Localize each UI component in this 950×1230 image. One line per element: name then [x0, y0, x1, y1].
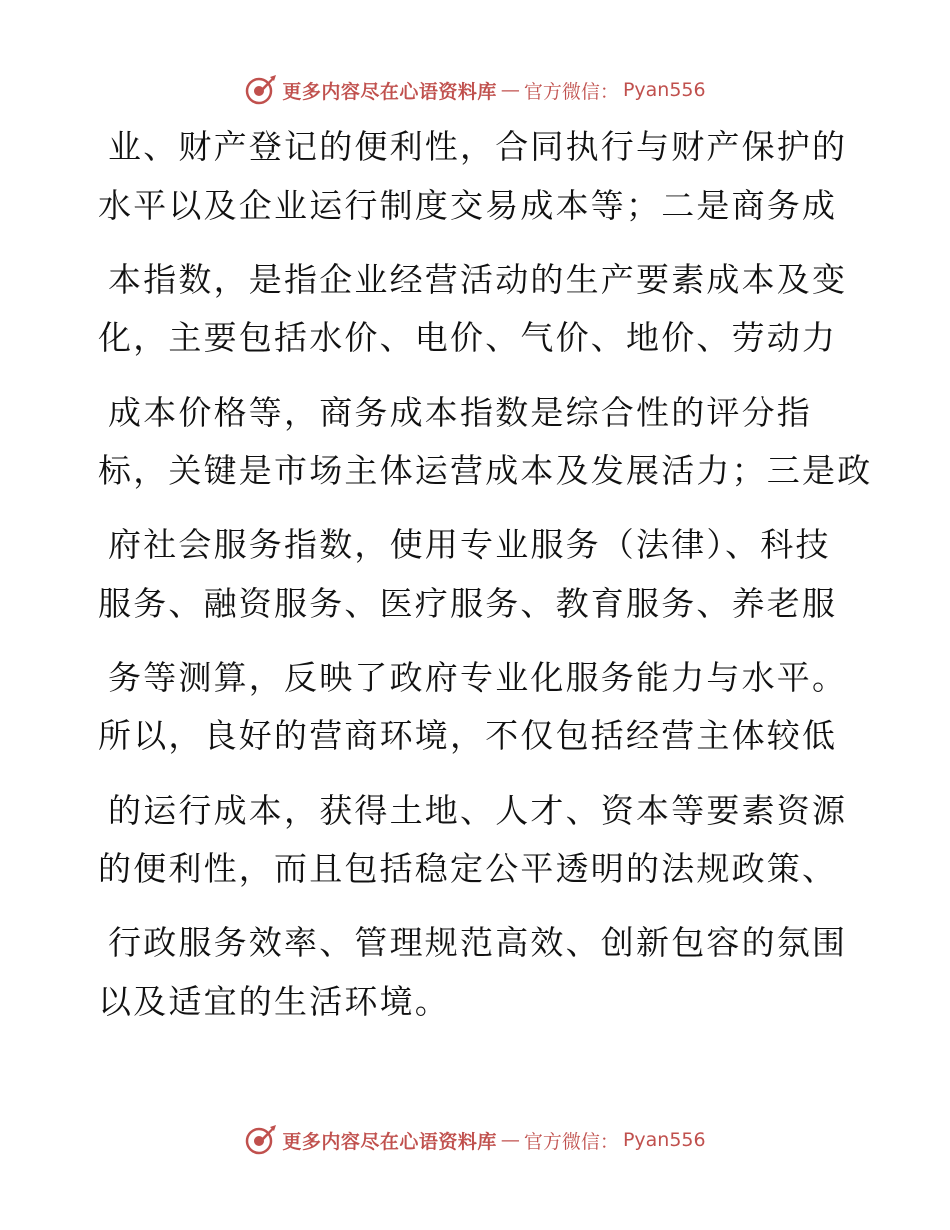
- body-line: 化，主要包括水价、电价、气价、地价、劳动力: [98, 318, 838, 357]
- body-line: 水平以及企业运行制度交易成本等；二是商务成: [98, 186, 838, 225]
- quill-pen-circle-icon: [244, 1123, 278, 1157]
- body-line: 本指数，是指企业经营活动的生产要素成本及变: [108, 260, 848, 299]
- body-line: 府社会服务指数，使用专业服务（法律）、科技: [108, 525, 831, 564]
- body-line: 以及适宜的生活环境。: [98, 982, 450, 1021]
- body-line: 业、财产登记的便利性，合同执行与财产保护的: [108, 127, 848, 166]
- body-line: 行政服务效率、管理规范高效、创新包容的氛围: [108, 923, 848, 962]
- body-line: 标，关键是市场主体运营成本及发展活力；三是政: [98, 451, 873, 490]
- watermark-separator: —: [500, 1129, 520, 1151]
- watermark-official-label: 官方微信：: [523, 1130, 619, 1153]
- body-line: 务等测算，反映了政府专业化服务能力与水平。: [108, 658, 848, 697]
- watermark-main-text: 更多内容尽在心语资料库: [282, 80, 497, 103]
- body-line: 的运行成本，获得土地、人才、资本等要素资源: [108, 791, 848, 830]
- body-line: 成本价格等，商务成本指数是综合性的评分指: [108, 393, 812, 432]
- body-line: 的便利性，而且包括稳定公平透明的法规政策、: [98, 849, 838, 888]
- watermark-separator: —: [500, 79, 520, 101]
- body-line: 服务、融资服务、医疗服务、教育服务、养老服: [98, 584, 838, 623]
- footer-watermark: [0, 1120, 950, 1160]
- watermark-official-label: 官方微信：: [523, 80, 619, 103]
- watermark-wechat-id: Pyan556: [622, 1129, 706, 1151]
- watermark-group: [244, 1123, 705, 1157]
- body-line: 所以，良好的营商环境，不仅包括经营主体较低: [98, 716, 838, 755]
- watermark-main-text: 更多内容尽在心语资料库: [282, 1130, 497, 1153]
- watermark-wechat-id: Pyan556: [622, 79, 706, 101]
